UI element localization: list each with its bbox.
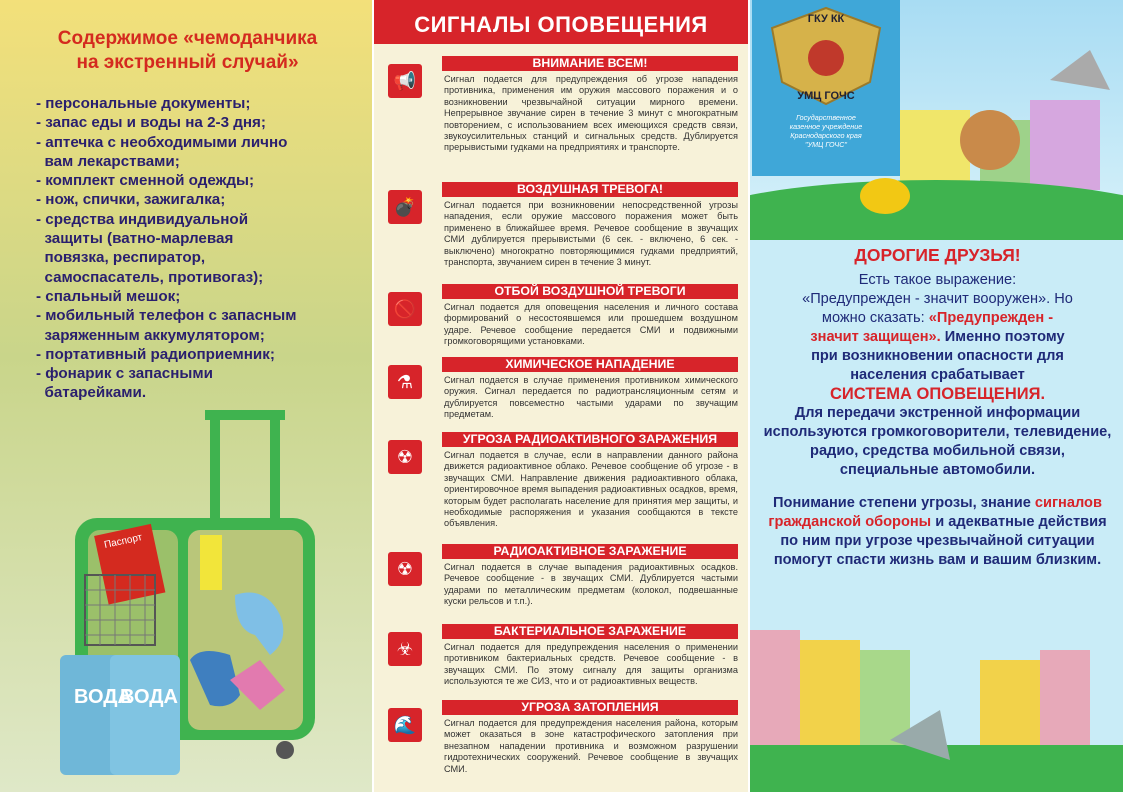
- bottom-town-illustration: [750, 620, 1123, 792]
- water-label-1: ВОДА: [74, 686, 132, 708]
- kit-list-item: - запас еды и воды на 2-3 дня;: [36, 114, 266, 132]
- passport-label: Паспорт: [103, 532, 144, 551]
- kit-list-item: повязка, респиратор,: [36, 249, 206, 267]
- signal-text: Сигнал подается для предупреждения населения о применении противником бактериальных средств. Речевое сообщение - в звучащих СМИ. По этому сигналу для защиты организма используются те же СИЗ, что и от радиоактивных веществ.: [444, 642, 738, 687]
- logo-top-text: ГКУ КК: [807, 13, 845, 25]
- kit-list-item: - фонарик с запасными: [36, 365, 213, 383]
- kit-list-item: - спальный мешок;: [36, 287, 181, 305]
- biohazard-icon: ☣: [388, 632, 422, 666]
- flood-icon: 🌊: [388, 708, 422, 742]
- kit-list-item: вам лекарствами;: [36, 152, 180, 170]
- signal-text: Сигнал подается для предупреждения об угрозе нападения противника, применения им оружия массового поражения и о возникновении чрезвычайной ситуации мирного времени. Непрерывное звучание сирен в течение 3 минут с многократным повторением, с использованием всех имеющихся средств связи, звукоусилительных станций и сигнальных средств. Дублируется прерывистыми гудками на предприятиях и транспорте.: [444, 74, 738, 153]
- logo-bottom-text: УМЦ ГОЧС: [797, 90, 855, 102]
- signal-title: ВНИМАНИЕ ВСЕМ!: [442, 56, 738, 71]
- signal-title: БАКТЕРИАЛЬНОЕ ЗАРАЖЕНИЕ: [442, 624, 738, 639]
- kit-list-item: - портативный радиоприемник;: [36, 345, 275, 363]
- kit-list-item: - комплект сменной одежды;: [36, 172, 255, 190]
- kit-list-item: - персональные документы;: [36, 95, 251, 112]
- kit-list-item: - мобильный телефон с запасным: [36, 307, 297, 325]
- kit-list-item: самоспасатель, противогаз);: [36, 268, 264, 286]
- signals-header: СИГНАЛЫ ОПОВЕЩЕНИЯ: [374, 0, 748, 44]
- signal-title: УГРОЗА РАДИОАКТИВНОГО ЗАРАЖЕНИЯ: [442, 432, 738, 447]
- kit-list-item: - нож, спички, зажигалка;: [36, 191, 226, 209]
- signals-panel: [374, 0, 748, 792]
- signal-text: Сигнал подается для предупреждения населения района, которым может оказаться в зоне катастрофического затопления при внезапном нападении противника и возможном разрушении гидротехнических сооружений. Речевое сообщение в звучащих СМИ.: [444, 718, 738, 774]
- radiation-fallout-icon: ☢: [388, 552, 422, 586]
- signal-title: ВОЗДУШНАЯ ТРЕВОГА!: [442, 182, 738, 197]
- kit-title: Содержимое «чемоданчика на экстренный случай»: [57, 28, 318, 73]
- water-label-2: ВОДА: [120, 686, 178, 708]
- bomb-crossed-icon: 🚫: [388, 292, 422, 326]
- kit-list-item: заряженным аккумулятором;: [36, 326, 265, 344]
- signal-text: Сигнал подается в случае применения противником химического оружия. Сигнал передается по радиотрансляционным сетям и дублируется повсеместно частыми ударами по звучащим предметам.: [444, 375, 738, 420]
- radiation-icon: ☢: [388, 440, 422, 474]
- suitcase-illustration: [60, 410, 320, 790]
- kit-list-item: защиты (ватно-марлевая: [36, 230, 234, 248]
- bomb-icon: 💣: [388, 190, 422, 224]
- kit-list-item: - средства индивидуальной: [36, 210, 249, 228]
- system-title: СИСТЕМА ОПОВЕЩЕНИЯ.: [829, 385, 1046, 403]
- media-paragraph: Для передачи экстренной информации используются громкоговорители, телевидение, радио, средства мобильной связи, специальные автомобили.: [763, 405, 1112, 478]
- kit-list: [36, 94, 366, 403]
- friends-text: [760, 244, 1115, 570]
- megaphone-icon: 📢: [388, 64, 422, 98]
- kit-list-item: батарейками.: [36, 384, 147, 402]
- kit-list-item: - аптечка с необходимыми лично: [36, 133, 288, 151]
- chemical-flask-icon: ⚗: [388, 365, 422, 399]
- signal-title: ХИМИЧЕСКОЕ НАПАДЕНИЕ: [442, 357, 738, 372]
- emergency-kit-panel: [0, 0, 372, 792]
- friends-panel: [750, 0, 1123, 792]
- intro-paragraph: Есть такое выражение: «Предупрежден - значит вооружен». Но можно сказать: «Предупрежден - значит защищен». Именно поэтому при возникновении опасности для населения срабатывает: [802, 272, 1073, 383]
- shield-emblem-icon: [752, 0, 900, 112]
- signal-title: УГРОЗА ЗАТОПЛЕНИЯ: [442, 700, 738, 715]
- signal-text: Сигнал подается в случае, если в направлении данного района движется радиоактивное облако. Речевое сообщение об угрозе - в звучащих СМИ. Направление движения радиоактивного облака, ориентировочное время выпадения радиоактивных осадков, время, которым будет располагать население для принятия мер защиты, и необходимые распоряжения и указания сообщаются в тексте объявления.: [444, 450, 738, 529]
- org-logo: [752, 0, 900, 176]
- signal-text: Сигнал подается для оповещения населения и личного состава формирований о несостоявшемся или прошедшем воздушном ударе. Речевое сообщение передается СМИ и подвижными громкоговорящими установками.: [444, 302, 738, 347]
- signal-title: РАДИОАКТИВНОЕ ЗАРАЖЕНИЕ: [442, 544, 738, 559]
- logo-caption: Государственное казенное учреждение Краснодарского края "УМЦ ГОЧС": [789, 113, 863, 149]
- friends-heading: ДОРОГИЕ ДРУЗЬЯ!: [854, 245, 1021, 265]
- signal-title: ОТБОЙ ВОЗДУШНОЙ ТРЕВОГИ: [442, 284, 738, 299]
- closing-paragraph: Понимание степени угрозы, знание сигналов гражданской обороны и адекватные действия по ним при угрозе чрезвычайной ситуации помогут спасти жизнь вам и вашим близким.: [768, 495, 1107, 568]
- signal-text: Сигнал подается в случае выпадения радиоактивных осадков. Речевое сообщение - в звучащих СМИ. Дублируется частыми ударами по металлическим предметам (колокол, подвешанные куски рельсов и т.п.).: [444, 562, 738, 607]
- signal-text: Сигнал подается при возникновении непосредственной угрозы нападения, если оружие массового поражения может быть применено в ближайшее время. Речевое сообщение в звучащих СМИ дублируется прерывистыми (6 сек. - включено, 6 сек. - выключено) многократно повторяющимися гудками предприятий, транспорта, звучанием сирен в течение 3 минут.: [444, 200, 738, 268]
